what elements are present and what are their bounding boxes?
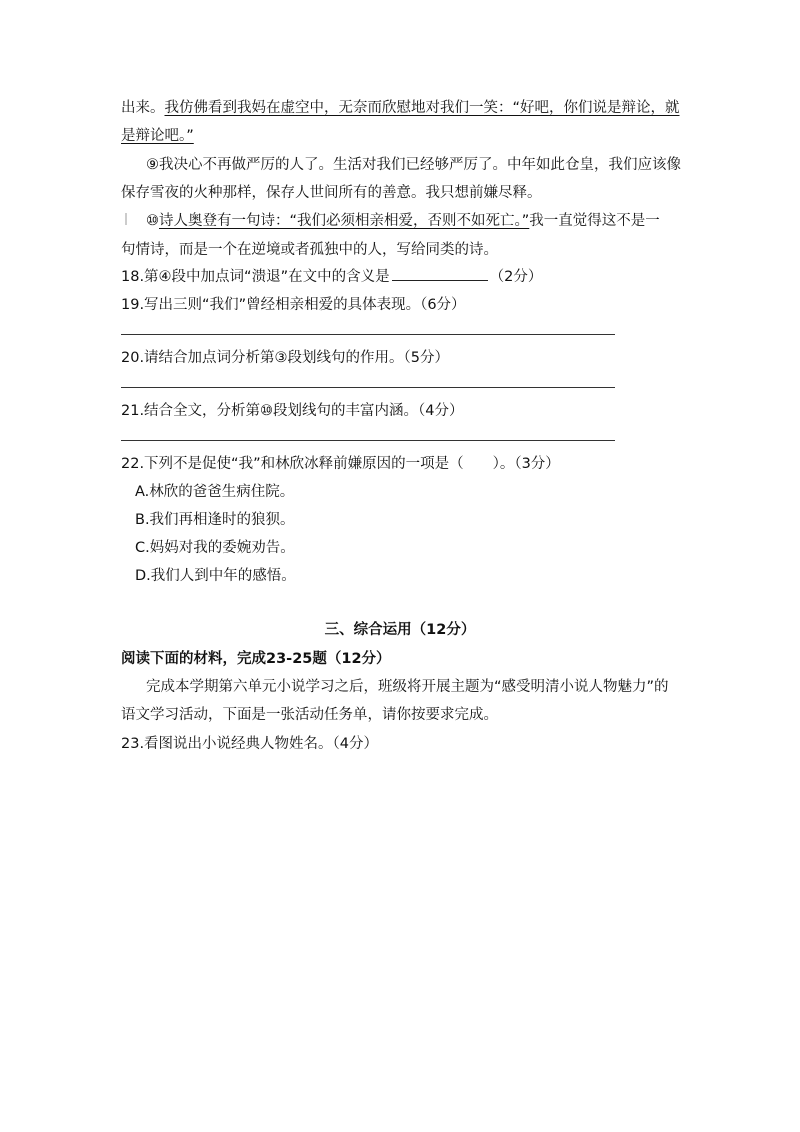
section-intro-line-2: 语文学习活动，下面是一张活动任务单，请你按要求完成。 [121,707,498,723]
passage-line [121,99,680,117]
question-22: 22.下列不是促使“我”和林欣冰释前嫌原因的一项是（ ）。（3分） [121,456,560,472]
underlined-sentence: 诗人奥登有一句诗：“我们必须相亲相爱，否则不如死亡。” [159,213,530,229]
paragraph-9-line-2: 保存雪夜的火种那样，保存人世间所有的善意。我只想前嫌尽释。 [121,185,542,201]
paragraph-number: ⑩ [146,213,159,229]
paragraph-9-line-1: ⑨我决心不再做严厉的人了。生活对我们已经够严厉了。中年如此仓皇，我们应该像 [146,157,681,173]
passage-text: 出来。 [121,100,165,116]
option-c: C.妈妈对我的委婉劝告。 [135,540,295,556]
question-21: 21.结合全文，分析第⑩段划线句的丰富内涵。（4分） [121,403,464,419]
question-text: 18.第④段中加点词“溃退”在文中的含义是 [121,269,390,285]
underlined-sentence: 我仿佛看到我妈在虚空中，无奈而欣慰地对我们一笑：“好吧，你们说是辩论，就 [164,100,680,116]
answer-line[interactable] [121,387,615,388]
section-instruction: 阅读下面的材料，完成23-25题（12分） [121,651,391,667]
option-d: D.我们人到中年的感悟。 [135,568,296,584]
margin-mark [125,213,127,225]
answer-blank[interactable] [392,268,488,281]
answer-line[interactable] [121,440,615,441]
option-b: B.我们再相逢时的狼狈。 [135,512,295,528]
question-points: （2分） [489,269,543,285]
section-title: 三、综合运用（12分） [324,622,476,638]
answer-line[interactable] [121,334,615,335]
paragraph-10-line-1 [146,212,660,230]
question-18 [121,268,542,286]
option-a: A.林欣的爸爸生病住院。 [135,484,295,500]
question-19: 19.写出三则“我们”曾经相亲相爱的具体表现。（6分） [121,297,466,313]
paragraph-10-line-2: 句情诗，而是一个在逆境或者孤独中的人，写给同类的诗。 [121,242,498,258]
question-20: 20.请结合加点词分析第③段划线句的作用。（5分） [121,350,450,366]
section-intro-line-1: 完成本学期第六单元小说学习之后，班级将开展主题为“感受明清小说人物魅力”的 [146,679,669,695]
passage-line-underlined: 是辩论吧。” [121,128,194,144]
question-23: 23.看图说出小说经典人物姓名。（4分） [121,736,379,752]
passage-text: 我一直觉得这不是一 [529,213,660,229]
